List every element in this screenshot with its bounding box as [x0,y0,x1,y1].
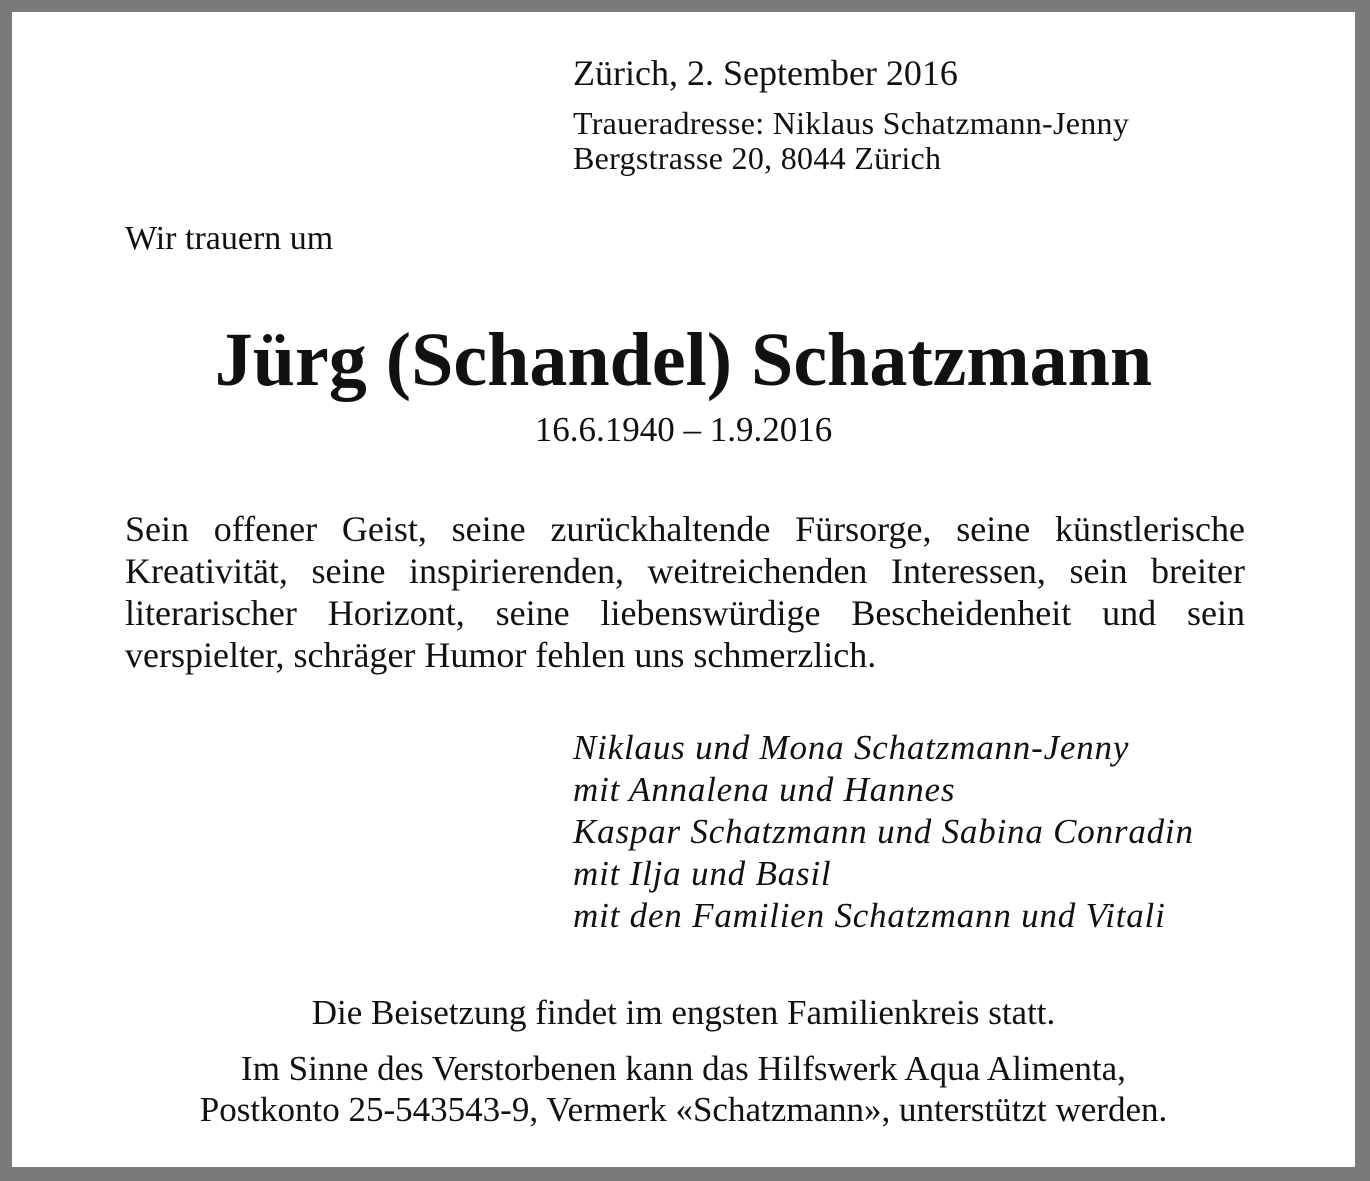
tribute-line: Kreativität, seine inspirierenden, weitreichenden Interessen, sein breiter [125,551,1245,591]
tribute-line: literarischer Horizont, seine liebenswürdige Bescheidenheit und sein [125,593,1245,633]
deceased-name: Jürg (Schandel) Schatzmann [214,318,1153,402]
mourning-address-line-2: Bergstrasse 20, 8044 Zürich [573,140,942,176]
place-and-date: Zürich, 2. September 2016 [573,53,958,93]
funeral-notice: Die Beisetzung findet im engsten Familienkreis statt. [311,993,1056,1032]
mourner-line: Kaspar Schatzmann und Sabina Conradin [573,812,1194,851]
tribute-paragraph [125,508,1245,676]
obituary-page [12,12,1355,1167]
mourning-address-line-1: Traueradresse: Niklaus Schatzmann-Jenny [573,105,1130,141]
donation-line: Im Sinne des Verstorbenen kann das Hilfswerk Aqua Alimenta, [241,1049,1126,1088]
intro-text: Wir trauern um [125,220,334,257]
mourner-line: mit den Familien Schatzmann und Vitali [573,896,1166,935]
donation-notice [12,1048,1355,1130]
donation-line: Postkonto 25-543543-9, Vermerk «Schatzmann», unterstützt werden. [199,1090,1168,1129]
mourner-line: mit Ilja und Basil [573,854,832,893]
mourner-line: Niklaus und Mona Schatzmann-Jenny [573,728,1130,767]
tribute-line: Sein offener Geist, seine zurückhaltende Fürsorge, seine künstlerische [125,509,1245,549]
tribute-line: verspielter, schräger Humor fehlen uns schmerzlich. [125,635,877,675]
mourner-line: mit Annalena und Hannes [573,770,956,809]
life-dates: 16.6.1940 – 1.9.2016 [534,410,833,449]
mourners-list [573,727,1194,937]
